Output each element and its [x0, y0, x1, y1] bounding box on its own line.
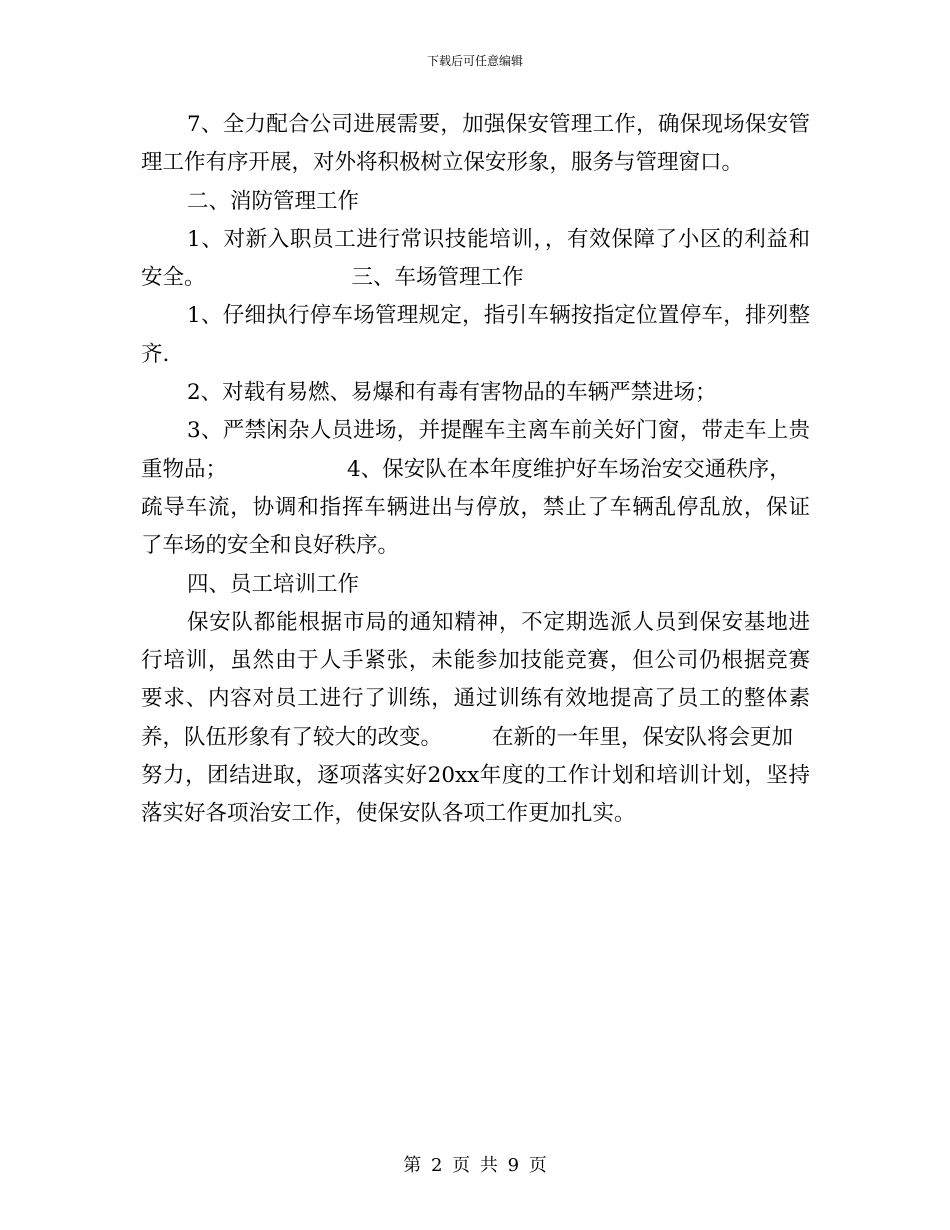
paragraph-line: 保安队都能根据市局的通知精神，不定期选派人员到保安基地进: [187, 609, 810, 635]
paragraph-line: [141, 259, 810, 297]
paragraph-fragment: 养，队伍形象有了较大的改变。: [141, 724, 443, 750]
header-note: 下载后可任意编辑: [426, 54, 523, 68]
paragraph-line: [141, 451, 810, 489]
paragraph-line: 要求、内容对员工进行了训练，通过训练有效地提高了员工的整体素: [141, 686, 810, 712]
paragraph-fragment: 4、保安队在本年度维护好车场治安交通秩序，: [347, 456, 791, 482]
paragraph-line: [141, 719, 810, 757]
paragraph-line: 7、全力配合公司进展需要，加强保安管理工作，确保现场保安管: [187, 112, 810, 137]
paragraph-line: 1、对新入职员工进行常识技能培训，，有效保障了小区的利益和: [187, 226, 810, 252]
paragraph-fragment: 在新的一年里，保安队将会更加: [492, 724, 794, 750]
paragraph-line: 理工作有序开展，对外将积极树立保安形象，服务与管理窗口。: [141, 150, 744, 176]
paragraph-line: 了车场的安全和良好秩序。: [141, 533, 400, 559]
paragraph-fragment: 安全。: [141, 265, 206, 291]
section-heading-fire: 二、消防管理工作: [187, 188, 360, 214]
paragraph-line: 3、严禁闲杂人员进场，并提醒车主离车前关好门窗，带走车上贵: [187, 418, 810, 444]
paragraph-line: 疏导车流，协调和指挥车辆进出与停放，禁止了车辆乱停乱放，保证: [141, 494, 810, 520]
document-body: [141, 106, 810, 834]
paragraph-line: 1、仔细执行停车场管理规定，指引车辆按指定位置停车，排列整: [187, 303, 810, 329]
paragraph-line: 落实好各项治安工作，使保安队各项工作更加扎实。: [141, 801, 636, 827]
paragraph-line: 行培训，虽然由于人手紧张，未能参加技能竞赛，但公司仍根据竞赛: [141, 648, 810, 674]
paragraph-line: 齐.: [141, 341, 170, 367]
section-heading-training: 四、员工培训工作: [187, 571, 360, 597]
section-heading-parking: 三、车场管理工作: [351, 265, 524, 291]
paragraph-fragment: 重物品；: [141, 456, 228, 482]
paragraph-line: 2、对载有易燃、易爆和有毒有害物品的车辆严禁进场；: [187, 380, 717, 406]
paragraph-line: 努力，团结进取，逐项落实好20xx年度的工作计划和培训计划，坚持: [141, 763, 810, 789]
page-number: 第 2 页 共 9 页: [403, 1155, 547, 1176]
